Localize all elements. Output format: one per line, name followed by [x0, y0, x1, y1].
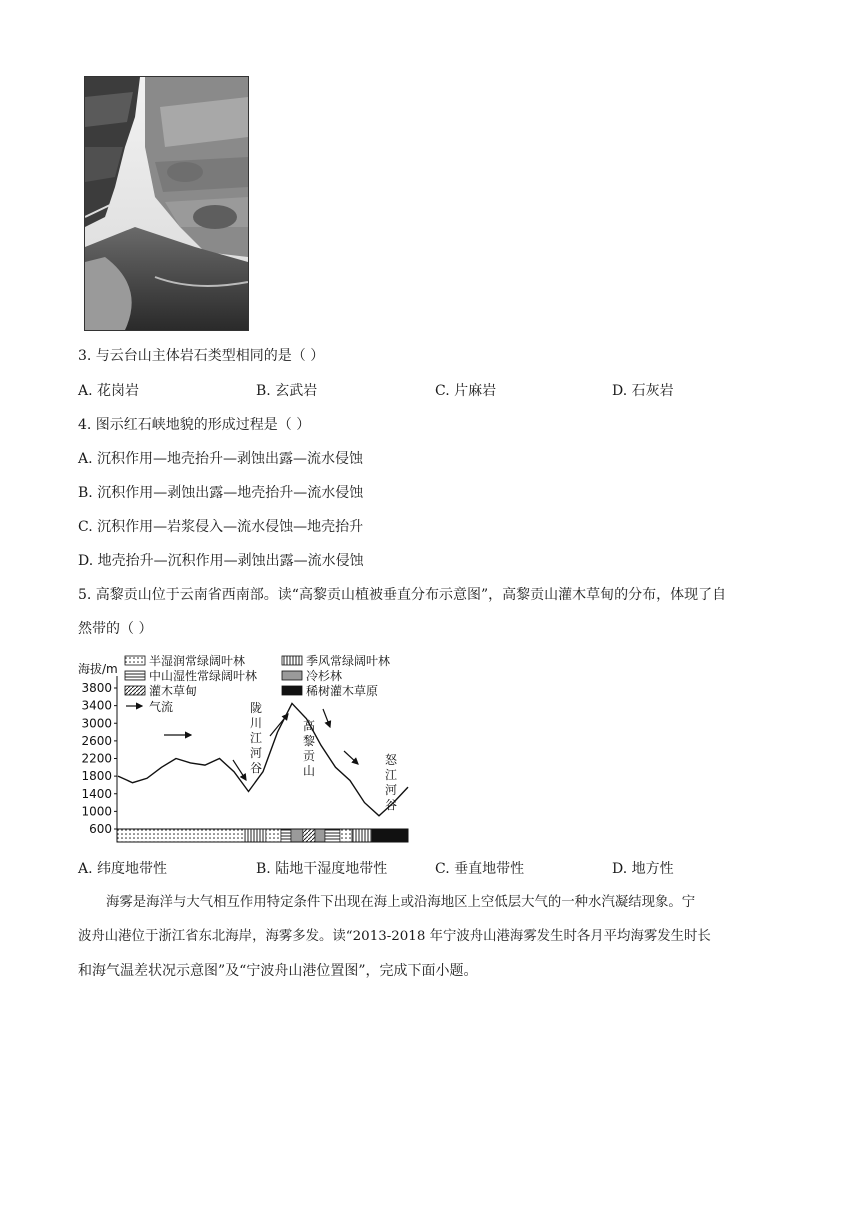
q5-stem-line2: 然带的（ ） — [78, 621, 153, 637]
passage-line-1: 海雾是海洋与大气相互作用特定条件下出现在海上或沿海地区上空低层大气的一种水汽凝结现象。宁 — [106, 895, 696, 910]
legend-label: 半湿润常绿阔叶林 — [149, 654, 246, 668]
legend-label: 灌木草甸 — [149, 684, 198, 698]
y-tick-label: 3400 — [81, 698, 112, 713]
airflow-arrow — [344, 751, 358, 764]
vegetation-band-segment — [372, 829, 408, 842]
vegetation-profile-svg — [76, 652, 416, 848]
q3-option-a[interactable]: A. 花岗岩 — [78, 383, 140, 399]
y-tick-label: 1000 — [81, 804, 112, 819]
legend-item-black — [282, 683, 378, 698]
y-tick-label: 3800 — [81, 681, 112, 695]
chart-annotation: 高黎贡山 — [302, 719, 316, 778]
passage-line-3: 和海气温差状况示意图”及“宁波舟山港位置图”，完成下面小题。 — [78, 963, 478, 979]
legend-label: 稀树灌木草原 — [306, 684, 379, 698]
vegetation-band-segment — [303, 829, 315, 842]
y-tick-label: 1400 — [81, 786, 112, 801]
legend-item-arrow — [126, 699, 173, 714]
q5-stem-line1: 5. 高黎贡山位于云南省西南部。读“高黎贡山植被垂直分布示意图”，高黎贡山灌木草甸的分布，体现了自 — [78, 587, 727, 603]
legend-label: 气流 — [149, 700, 174, 714]
legend-label: 冷杉林 — [306, 669, 343, 683]
vegetation-band-segment — [352, 829, 372, 842]
q5-option-a[interactable]: A. 纬度地带性 — [78, 861, 168, 877]
q4-option-c[interactable]: C. 沉积作用—岩浆侵入—流水侵蚀—地壳抬升 — [78, 519, 364, 535]
legend-item-dots — [125, 653, 245, 668]
vegetation-band-segment — [266, 829, 281, 842]
legend-item-gray — [282, 668, 342, 683]
vegetation-band-segment — [117, 829, 245, 842]
legend-label: 中山湿性常绿阔叶林 — [149, 669, 258, 683]
vegetation-band-segment — [291, 829, 303, 842]
legend-label: 季风常绿阔叶林 — [306, 654, 391, 668]
vegetation-profile-chart — [76, 652, 416, 848]
legend-item-diag — [125, 683, 197, 698]
q5-option-b[interactable]: B. 陆地干湿度地带性 — [256, 861, 388, 877]
vegetation-band-segment — [281, 829, 291, 842]
vegetation-band-segment — [315, 829, 325, 842]
airflow-arrow — [270, 714, 288, 736]
vegetation-band-segment — [245, 829, 266, 842]
chart-annotation: 怒江河谷 — [384, 753, 398, 812]
legend-item-hlines — [125, 668, 257, 683]
y-tick-label: 2600 — [81, 733, 112, 748]
chart-ylabel: 海拔/m — [78, 662, 118, 676]
vegetation-band-segment — [325, 829, 340, 842]
q4-option-d[interactable]: D. 地壳抬升—沉积作用—剥蚀出露—流水侵蚀 — [78, 553, 364, 569]
terrain-profile-line — [118, 703, 408, 815]
q3-option-d[interactable]: D. 石灰岩 — [612, 383, 674, 399]
chart-annotation: 陇川江河谷 — [249, 701, 263, 775]
q4-stem: 4. 图示红石峡地貌的形成过程是（ ） — [78, 417, 311, 433]
q5-option-d[interactable]: D. 地方性 — [612, 861, 674, 877]
y-tick-label: 1800 — [81, 769, 112, 784]
y-tick-label: 3000 — [81, 716, 112, 731]
airflow-arrow — [323, 709, 330, 727]
gorge-photo — [84, 76, 249, 331]
q4-option-b[interactable]: B. 沉积作用—剥蚀出露—地壳抬升—流水侵蚀 — [78, 485, 364, 501]
passage-line-2: 波舟山港位于浙江省东北海岸，海雾多发。读“2013-2018 年宁波舟山港海雾发生时各月平均海雾发生时长 — [78, 929, 711, 944]
legend-item-vlines — [282, 653, 390, 668]
gorge-photo-illustration — [85, 77, 248, 330]
q5-option-c[interactable]: C. 垂直地带性 — [435, 861, 525, 877]
q3-stem: 3. 与云台山主体岩石类型相同的是（ ） — [78, 348, 325, 364]
q4-option-a[interactable]: A. 沉积作用—地壳抬升—剥蚀出露—流水侵蚀 — [78, 451, 364, 467]
airflow-arrow — [233, 760, 246, 780]
q3-option-b[interactable]: B. 玄武岩 — [256, 383, 318, 399]
y-tick-label: 600 — [89, 822, 112, 836]
q3-option-c[interactable]: C. 片麻岩 — [435, 383, 497, 399]
y-tick-label: 2200 — [81, 751, 112, 766]
vegetation-band-segment — [340, 829, 352, 842]
